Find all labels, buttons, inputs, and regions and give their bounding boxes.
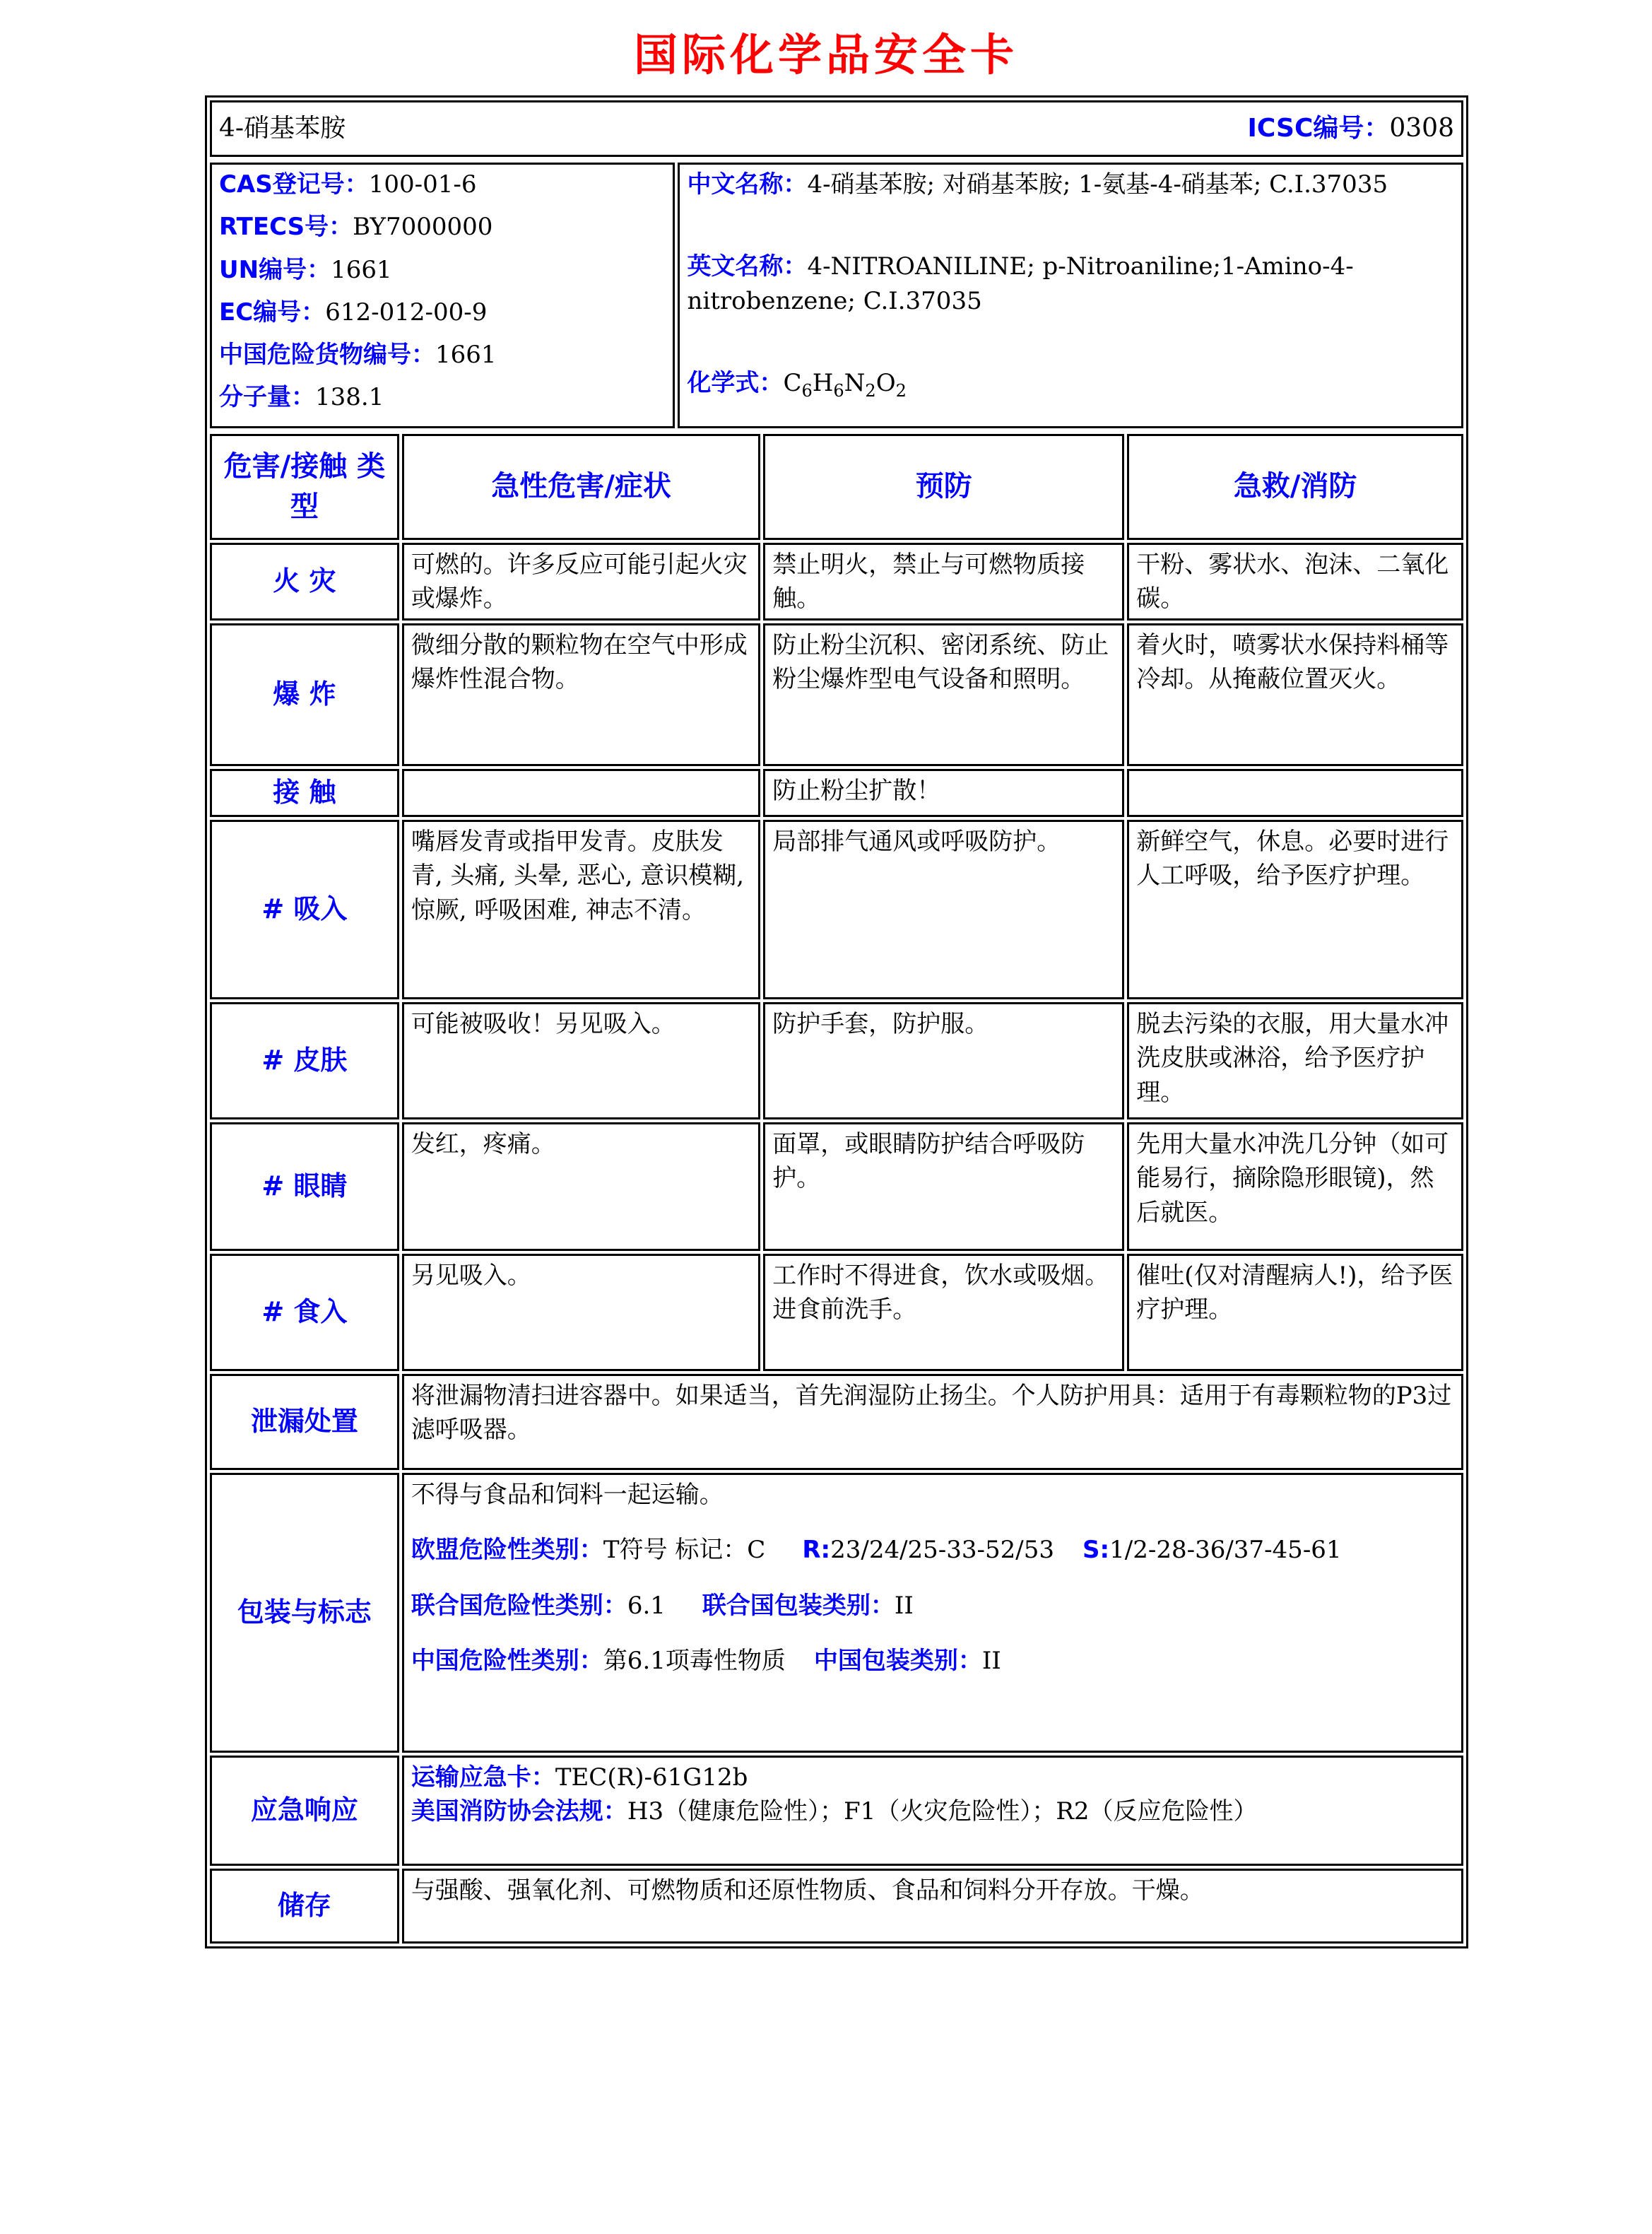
row-label-explosion: 爆 炸 [210,623,399,766]
row-label-fire: 火 灾 [210,543,399,621]
cn-hazard-class-label: 中国危险性类别： [411,1646,603,1675]
explosion-response: 着火时，喷雾状水保持料桶等冷却。从掩蔽位置灭火。 [1127,623,1463,766]
un-number-label: UN编号： [219,255,331,284]
fire-symptoms: 可燃的。许多反应可能引起火灾或爆炸。 [402,543,760,621]
table-row-storage [210,1869,1463,1944]
ingestion-response: 催吐(仅对清醒病人!)，给予医疗护理。 [1127,1254,1463,1371]
chemical-formula-value: $C_6H_6N_2O_2$ [783,368,907,401]
table-row-skin [210,1002,1463,1119]
icsc-number [1248,110,1454,146]
spill-text: 将泄漏物清扫进容器中。如果适当，首先润湿防止扬尘。个人防护用具：适用于有毒颗粒物的P3过滤呼吸器。 [402,1374,1463,1470]
row-label-skin: # 皮肤 [210,1002,399,1119]
ec-number-value: 612-012-00-9 [325,298,488,327]
info-table [207,160,1466,431]
skin-symptoms: 可能被吸收！另见吸入。 [402,1002,760,1119]
chemical-formula-block [687,366,1454,403]
table-row-inhalation [210,820,1463,999]
fire-prevention: 禁止明火，禁止与可燃物质接触。 [763,543,1124,621]
un-number-value: 1661 [331,255,392,284]
ec-number-line [219,295,666,329]
cn-pack-group-label: 中国包装类别： [813,1646,982,1675]
un-pack-group-label: 联合国包装类别： [702,1591,895,1620]
table-row-eyes [210,1122,1463,1251]
col-header-prevention: 预防 [763,434,1124,540]
header-row [210,100,1463,157]
table-row-emergency [210,1756,1463,1866]
inhalation-prevention: 局部排气通风或呼吸防护。 [763,820,1124,999]
cas-number-value: 100-01-6 [368,170,477,199]
emergency-cell [402,1756,1463,1866]
ec-number-label: EC编号： [219,298,326,327]
tec-value: TEC(R)-61G12b [555,1763,748,1792]
packaging-cn-line [411,1644,1454,1678]
cn-hazard-class-value: 第6.1项毒性物质 [603,1646,786,1675]
skin-prevention: 防护手套，防护服。 [763,1002,1124,1119]
chinese-name-block [687,167,1454,201]
row-label-storage: 储存 [210,1869,399,1944]
un-hazard-class-value: 6.1 [627,1591,666,1620]
rtecs-number-line [219,210,666,244]
nfpa-line [411,1794,1454,1828]
rtecs-number-label: RTECS号： [219,213,353,242]
identifiers-cell [210,163,675,428]
table-row-fire [210,543,1463,621]
english-name-block [687,249,1454,318]
un-hazard-class-label: 联合国危险性类别： [411,1591,627,1620]
china-dg-number-line [219,338,666,372]
page-title: 国际化学品安全卡 [633,29,1018,81]
eu-hazard-class-label: 欧盟危险性类别： [411,1536,603,1565]
table-row-spill [210,1374,1463,1470]
substance-name: 4-硝基苯胺 [219,114,346,143]
packaging-cell [402,1473,1463,1753]
eu-hazard-class-value: T符号 标记：C [603,1536,766,1565]
col-header-symptoms: 急性危害/症状 [402,434,760,540]
un-number-line [219,253,666,287]
row-label-inhalation: # 吸入 [210,820,399,999]
row-label-ingestion: # 食入 [210,1254,399,1371]
col-header-response: 急救/消防 [1127,434,1463,540]
eyes-response: 先用大量水冲洗几分钟（如可能易行，摘除隐形眼镜)，然后就医。 [1127,1122,1463,1251]
cas-number-line [219,167,666,201]
english-name-value: 4-NITROANILINE; p-Nitroaniline;1-Amino-4-nitrobenzene; C.I.37035 [687,252,1354,315]
nfpa-value: H3（健康危险性）；F1（火灾危险性）；R2（反应危险性） [627,1797,1258,1826]
packaging-eu-line [411,1533,1454,1567]
table-row-explosion [210,623,1463,766]
row-label-contact: 接 触 [210,769,399,817]
packaging-un-line [411,1589,1454,1623]
r-phrases-value: 23/24/25-33-52/53 [830,1536,1055,1565]
row-label-eyes: # 眼睛 [210,1122,399,1251]
table-row-ingestion [210,1254,1463,1371]
contact-symptoms [402,769,760,817]
names-cell [678,163,1463,428]
icsc-number-value: 0308 [1389,114,1454,143]
chemical-formula-label: 化学式： [687,368,784,397]
hazard-table [207,431,1466,1946]
col-header-hazard-type: 危害/接触 类型 [210,434,399,540]
chinese-name-value: 4-硝基苯胺; 对硝基苯胺; 1-氨基-4-硝基苯; C.I.37035 [807,170,1388,199]
packaging-transport-note: 不得与食品和饲料一起运输。 [411,1481,724,1510]
cn-pack-group-value: II [981,1646,1001,1675]
china-dg-number-value: 1661 [435,341,497,370]
china-dg-number-label: 中国危险货物编号： [219,341,435,370]
explosion-prevention: 防止粉尘沉积、密闭系统、防止粉尘爆炸型电气设备和照明。 [763,623,1124,766]
eyes-symptoms: 发红，疼痛。 [402,1122,760,1251]
molecular-weight-label: 分子量： [219,383,315,412]
storage-text: 与强酸、强氧化剂、可燃物质和还原性物质、食品和饲料分开存放。干燥。 [402,1869,1463,1944]
molecular-weight-line [219,380,666,414]
header-table [207,98,1466,160]
ingestion-symptoms: 另见吸入。 [402,1254,760,1371]
ingestion-prevention: 工作时不得进食，饮水或吸烟。进食前洗手。 [763,1254,1124,1371]
inhalation-response: 新鲜空气，休息。必要时进行人工呼吸，给予医疗护理。 [1127,820,1463,999]
fire-response: 干粉、雾状水、泡沫、二氧化碳。 [1127,543,1463,621]
s-phrases-value: 1/2-28-36/37-45-61 [1109,1536,1342,1565]
nfpa-label: 美国消防协会法规： [411,1797,627,1826]
s-phrases-label: S: [1082,1536,1110,1565]
chinese-name-label: 中文名称： [687,170,808,199]
icsc-number-label: ICSC编号： [1247,114,1390,143]
molecular-weight-value: 138.1 [315,383,384,412]
cas-number-label: CAS登记号： [219,170,369,199]
table-row-contact [210,769,1463,817]
tec-label: 运输应急卡： [411,1763,555,1792]
row-label-spill: 泄漏处置 [210,1374,399,1470]
un-pack-group-value: II [894,1591,914,1620]
r-phrases-label: R: [802,1536,831,1565]
hazard-header-row [210,434,1463,540]
english-name-label: 英文名称： [687,252,808,281]
contact-prevention: 防止粉尘扩散！ [763,769,1124,817]
skin-response: 脱去污染的衣服，用大量水冲洗皮肤或淋浴，给予医疗护理。 [1127,1002,1463,1119]
table-row-packaging [210,1473,1463,1753]
icsc-card [205,95,1468,1948]
explosion-symptoms: 微细分散的颗粒物在空气中形成爆炸性混合物。 [402,623,760,766]
tec-line [411,1760,1454,1794]
contact-response [1127,769,1463,817]
inhalation-symptoms: 嘴唇发青或指甲发青。皮肤发青, 头痛, 头晕, 恶心, 意识模糊, 惊厥, 呼吸困难, 神志不清。 [402,820,760,999]
eyes-prevention: 面罩，或眼睛防护结合呼吸防护。 [763,1122,1124,1251]
rtecs-number-value: BY7000000 [353,213,493,242]
row-label-emergency: 应急响应 [210,1756,399,1866]
row-label-packaging: 包装与标志 [210,1473,399,1753]
